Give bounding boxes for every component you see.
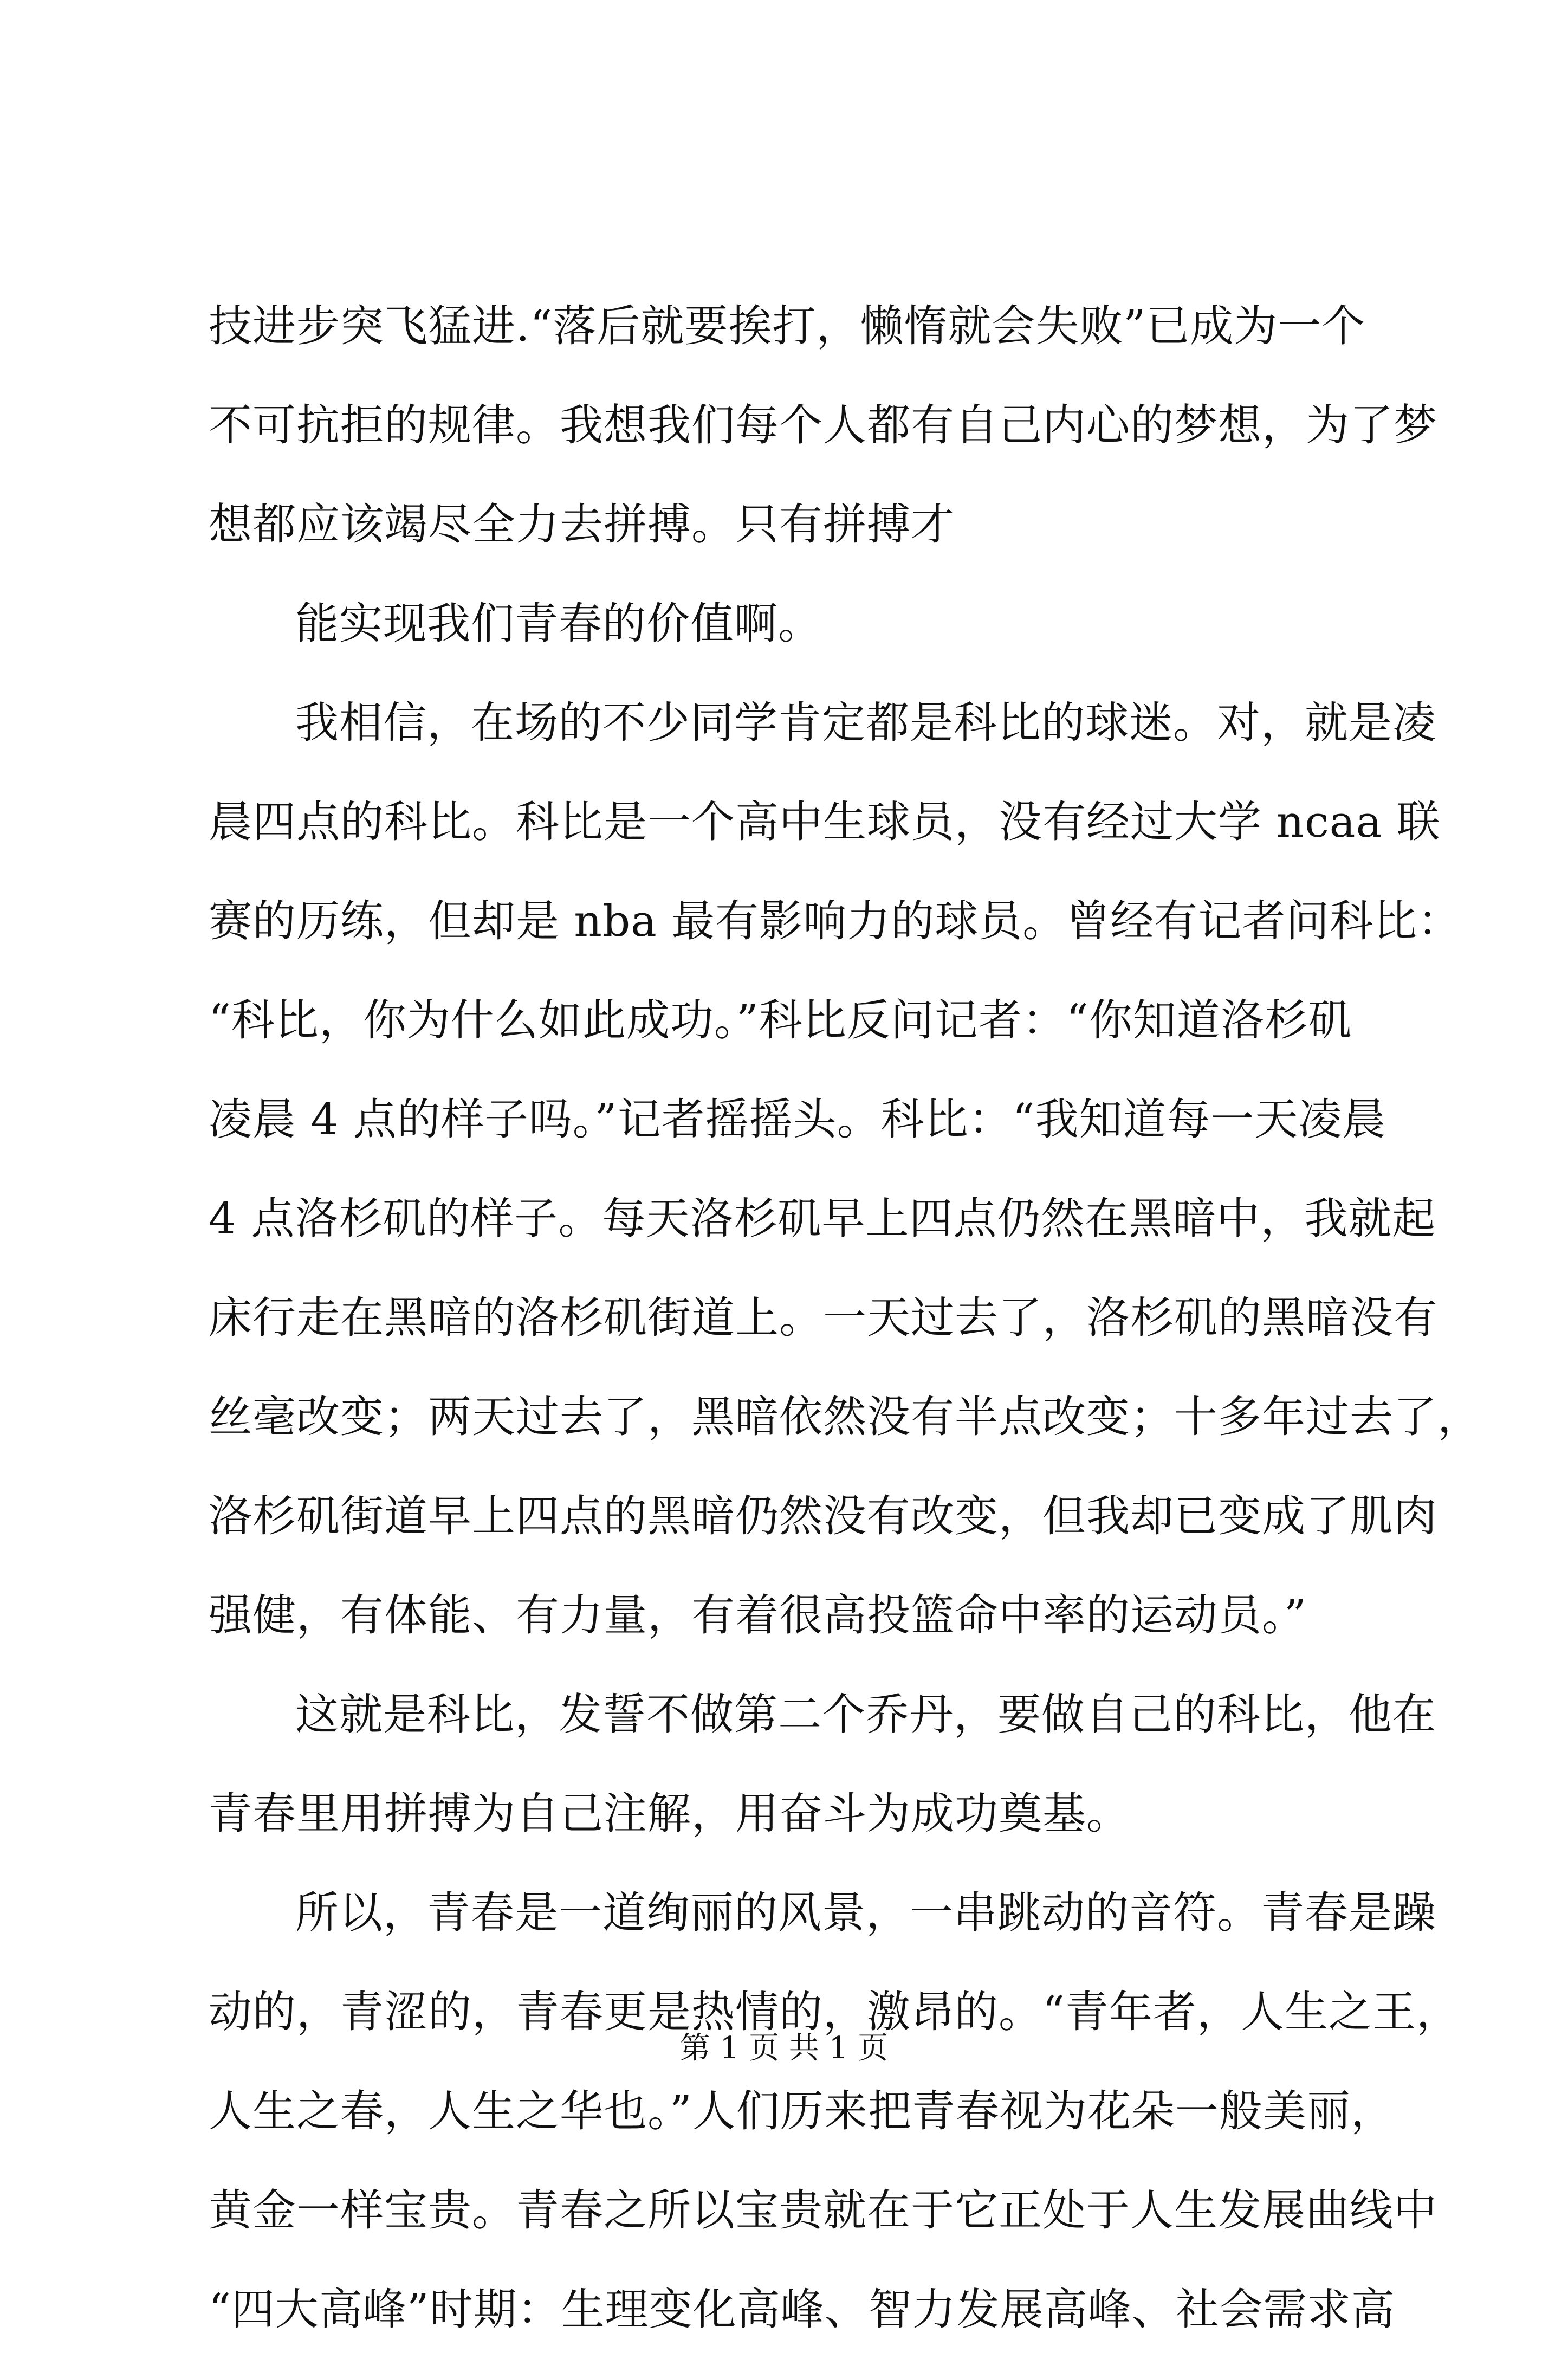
text-line: 想都应该竭尽全力去拼搏。只有拼搏才 [209,499,955,550]
text-line: 青春里用拼搏为自己注解，用奋斗为成功奠基。 [209,1788,1130,1839]
paragraph-first-line: 能实现我们青春的价值啊。 [295,598,822,649]
paragraph-first-line: 所以，青春是一道绚丽的风景，一串跳动的音符。青春是躁 [295,1888,1436,1938]
text-line: 4 点洛杉矶的样子。每天洛杉矶早上四点仍然在黑暗中，我就起 [209,1193,1436,1244]
text-line: 人生之春，人生之华也。”人们历来把青春视为花朵一般美丽， [209,2086,1395,2136]
text-line: 黄金一样宝贵。青春之所以宝贵就在于它正处于人生发展曲线中 [209,2185,1437,2235]
text-line: 技进步突飞猛进.“落后就要挨打，懒惰就会失败”已成为一个 [209,301,1366,351]
text-line: 丝毫改变；两天过去了，黑暗依然没有半点改变；十多年过去了， [209,1392,1481,1442]
text-line: “四大高峰”时期：生理变化高峰、智力发展高峰、社会需求高 [209,2284,1395,2335]
paragraph-first-line: 这就是科比，发誓不做第二个乔丹，要做自己的科比，他在 [295,1689,1436,1740]
paragraph-first-line: 我相信，在场的不少同学肯定都是科比的球迷。对，就是凌 [295,697,1436,748]
text-line: 动的，青涩的，青春更是热情的，激昂的。“青年者，人生之王， [209,1987,1460,2037]
text-line: “科比，你为什么如此成功。”科比反问记者：“你知道洛杉矶 [209,995,1352,1045]
text-line: 床行走在黑暗的洛杉矶街道上。一天过去了，洛杉矶的黑暗没有 [209,1292,1437,1343]
text-line: 晨四点的科比。科比是一个高中生球员，没有经过大学 ncaa 联 [209,797,1441,847]
text-line: 洛杉矶街道早上四点的黑暗仍然没有改变，但我却已变成了肌肉 [209,1491,1437,1541]
text-line: 不可抗拒的规律。我想我们每个人都有自己内心的梦想，为了梦 [209,400,1437,450]
text-line: 赛的历练，但却是 nba 最有影响力的球员。曾经有记者问科比： [209,896,1462,946]
page-number: 第 1 页 共 1 页 [679,2031,889,2066]
page-footer [0,2027,1568,2070]
text-line: 强健，有体能、有力量，有着很高投篮命中率的运动员。” [209,1590,1307,1640]
text-line: 凌晨 4 点的样子吗。”记者摇摇头。科比：“我知道每一天凌晨 [209,1094,1386,1145]
